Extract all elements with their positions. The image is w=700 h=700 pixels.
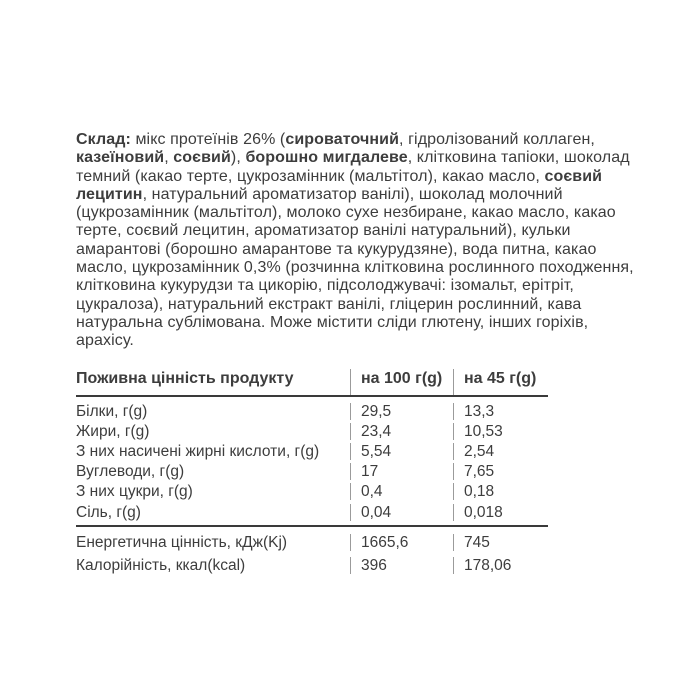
ingredient-bold-text: соєвий лецитин bbox=[76, 167, 603, 203]
value-per-45g: 178,06 bbox=[453, 557, 548, 574]
ingredient-bold-text: соєвий bbox=[173, 149, 231, 167]
value-per-45g: 7,65 bbox=[453, 463, 548, 480]
row-label: Жири, г(g) bbox=[76, 422, 150, 440]
table-energy-section bbox=[76, 534, 548, 574]
column-header-per-45g: на 45 г(g) bbox=[453, 369, 548, 395]
value-per-100g: 5,54 bbox=[350, 443, 453, 460]
value-per-45g: 10,53 bbox=[453, 423, 548, 440]
value-per-100g: 0,04 bbox=[350, 504, 453, 521]
ingredients-paragraph bbox=[76, 131, 634, 351]
table-header-row bbox=[76, 369, 548, 395]
value-per-45g: 2,54 bbox=[453, 443, 548, 460]
row-label: Білки, г(g) bbox=[76, 402, 148, 420]
ingredient-text: , клітковина тапіоки, шоколад темний (какао терте, цукрозамінник (мальтітол), какао масло, bbox=[76, 149, 630, 185]
row-label: Енергетична цінність, кДж(Kj) bbox=[76, 533, 288, 551]
value-per-100g: 0,4 bbox=[350, 483, 453, 500]
row-label: Сіль, г(g) bbox=[76, 503, 141, 521]
ingredient-text: , натуральний ароматизатор ванілі), шоколад молочний (цукрозамінник (мальтітол), молоко сухе незбиране, какао масло, какао терте, соєвий лецитин, ароматизатор ванілі натуральний), кульки амарантові (борошно амарантове та кукурудзяне), вода питна, какао масло, цукрозамінник 0,3% (розчинна клітковина рослинного походження, клітковина кукурудзи та цикорію, підсолоджувачі: ізомальт, ерітріт, цукралоза), натуральний екстракт ванілі, гліцерин рослинний, кава натуральна сублімована. Може містити сліди глютену, інших горіхів, арахісу. bbox=[76, 185, 634, 350]
table-row bbox=[76, 557, 548, 574]
ingredient-text: , гідролізований коллаген, bbox=[399, 131, 595, 148]
table-row bbox=[76, 504, 548, 521]
table-row bbox=[76, 463, 548, 480]
value-per-100g: 23,4 bbox=[350, 423, 453, 440]
ingredient-bold-text: Склад: bbox=[76, 131, 131, 148]
ingredient-bold-text: казеїновий bbox=[76, 149, 165, 167]
value-per-45g: 745 bbox=[453, 534, 548, 551]
value-per-45g: 0,018 bbox=[453, 504, 548, 521]
table-row bbox=[76, 423, 548, 440]
value-per-100g: 17 bbox=[350, 463, 453, 480]
table-body bbox=[76, 403, 548, 521]
ingredient-text: ), bbox=[230, 149, 246, 167]
row-label: З них цукри, г(g) bbox=[76, 483, 193, 501]
table-row bbox=[76, 403, 548, 420]
header-divider-rule bbox=[76, 395, 548, 397]
value-per-45g: 0,18 bbox=[453, 483, 548, 500]
row-label: Калорійність, ккал(kcal) bbox=[76, 556, 246, 574]
ingredient-text: , bbox=[164, 149, 174, 167]
row-label: Вуглеводи, г(g) bbox=[76, 463, 185, 481]
value-per-45g: 13,3 bbox=[453, 403, 548, 420]
row-label: З них насичені жирні кислоти, г(g) bbox=[76, 442, 320, 460]
table-row bbox=[76, 443, 548, 460]
energy-divider-rule bbox=[76, 525, 548, 527]
ingredient-text: мікс протеїнів 26% ( bbox=[130, 131, 286, 148]
value-per-100g: 396 bbox=[350, 557, 453, 574]
value-per-100g: 1665,6 bbox=[350, 534, 453, 551]
ingredient-bold-text: сироваточний bbox=[285, 131, 400, 148]
nutrition-table bbox=[76, 369, 548, 574]
column-header-per-100g: на 100 г(g) bbox=[350, 369, 453, 395]
value-per-100g: 29,5 bbox=[350, 403, 453, 420]
nutrition-label-page bbox=[76, 131, 634, 580]
table-row bbox=[76, 483, 548, 500]
table-title: Поживна цінність продукту bbox=[76, 369, 294, 387]
table-row bbox=[76, 534, 548, 551]
ingredient-bold-text: борошно мигдалеве bbox=[245, 149, 408, 167]
